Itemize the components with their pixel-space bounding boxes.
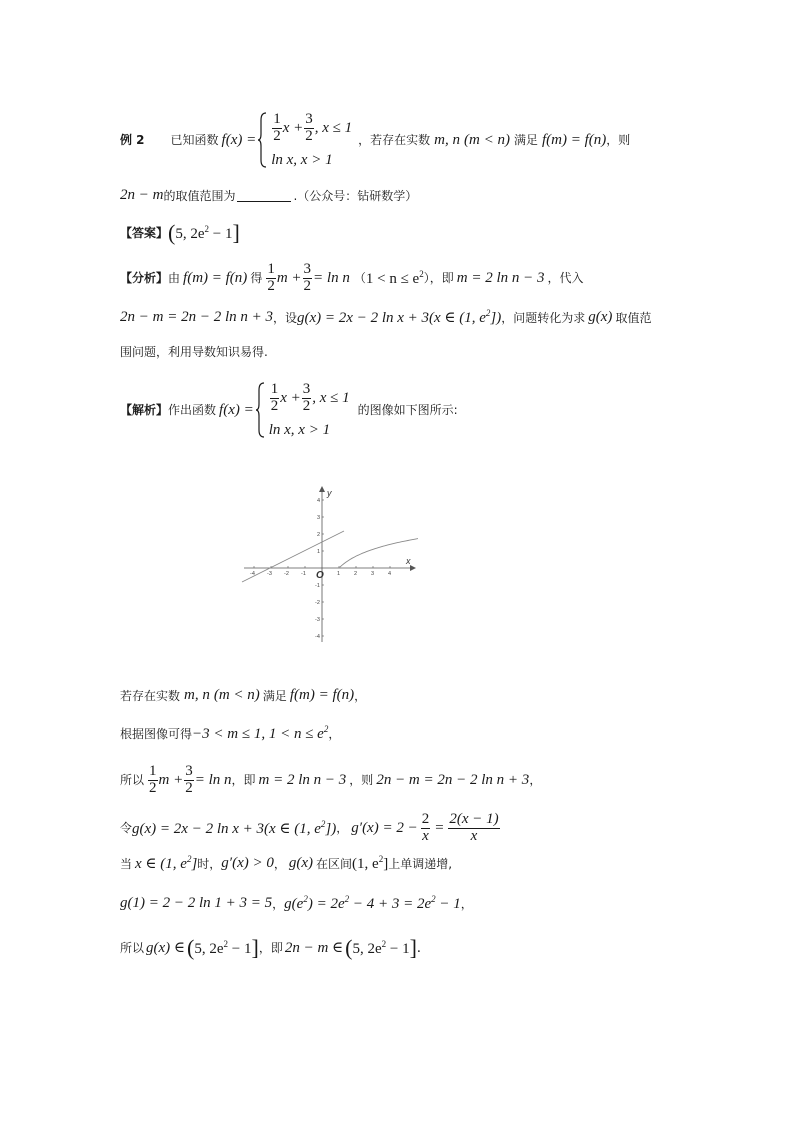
s7-e2: 2n − m ∈ <box>284 939 344 956</box>
answer-value-tail: − 1 <box>209 225 233 242</box>
y-axis-arrow <box>319 486 325 492</box>
analysis-l2-e2-sup: 2 <box>485 308 491 318</box>
s1-e1: m, n <box>184 687 210 703</box>
s3-t1: 所以 <box>120 773 145 788</box>
answer-line <box>120 222 240 244</box>
case1-x: x + <box>280 389 301 406</box>
analysis-e5: m = 2 ln n − 3 <box>456 269 545 286</box>
s5-t3: ， <box>273 856 286 871</box>
s5-e3: g(x) <box>288 855 314 871</box>
s4-eq: = <box>434 819 445 836</box>
y-tick-label: 3 <box>317 515 321 521</box>
case1-condition: , x ≤ 1 <box>314 119 353 136</box>
analysis-l2-e1: 2n − m = 2n − 2 ln n + 3 <box>120 309 273 325</box>
s2-e1 <box>192 725 328 742</box>
solution-line-6 <box>120 855 452 872</box>
s7-range-2 <box>352 940 409 957</box>
s4-deriv-expr <box>351 812 500 845</box>
analysis-e2: m + <box>276 269 302 286</box>
s6-e2-main: g(e <box>284 896 304 912</box>
s3-e1: m + <box>158 771 184 788</box>
s2-t1: 根据图像可得 <box>120 726 193 741</box>
solution-line-7 <box>120 895 473 912</box>
frac-num: 1 <box>270 381 279 397</box>
s7-v: 5, 2e <box>194 940 224 957</box>
analysis-l2-e2-tail: ]) <box>490 310 502 326</box>
analysis-e4-main: 1 < n ≤ e <box>365 270 420 287</box>
frac-den: 2 <box>273 127 281 144</box>
open-paren: ( <box>187 935 195 960</box>
close-bracket: ] <box>409 935 417 960</box>
frac-den: 2 <box>305 127 313 144</box>
s3-t3: ，则 <box>349 773 374 788</box>
s7-end: . <box>416 939 421 956</box>
s6-e2-tail: − 1 <box>435 896 461 912</box>
s4-t2: ， <box>336 821 349 836</box>
s7-t1: 所以 <box>120 941 145 955</box>
solution-f-def: f(x) = <box>219 401 254 418</box>
analysis-t3: （ <box>353 271 366 286</box>
piecewise-cases <box>269 382 350 438</box>
analysis-l2-e2 <box>297 309 501 326</box>
case2: ln x, x > 1 <box>271 152 333 168</box>
frac-num: 3 <box>303 261 312 277</box>
analysis-frac-expr <box>265 262 350 295</box>
s3-frac-expr <box>147 764 232 797</box>
analysis-l2-e2-main: g(x) = 2x − 2 ln x + 3(x ∈ (1, e <box>297 310 486 326</box>
frac-den: 2 <box>185 779 193 796</box>
function-graph <box>238 484 418 646</box>
s7-v-tail: − 1 <box>228 940 252 957</box>
x-tick-label: -1 <box>301 571 306 577</box>
s1-e2: (m < n) <box>213 687 260 703</box>
eq-fm-fn: f(m) = f(n) <box>541 131 607 148</box>
s4-e1-tail: ]) <box>325 820 337 837</box>
s3-t4: ， <box>529 773 542 788</box>
frac-num: 1 <box>273 111 281 127</box>
solution-t2: 的图像如下图所示: <box>357 403 458 417</box>
answer-value <box>175 225 232 242</box>
left-brace <box>258 112 267 168</box>
frac-den: 2 <box>303 277 312 294</box>
y-axis-label: y <box>327 488 332 498</box>
s4-e2: g′(x) = 2 − <box>351 819 418 836</box>
s4-e1 <box>132 820 336 837</box>
s7-v2-tail: − 1 <box>386 940 410 957</box>
s6-sup3: 2 <box>431 894 436 904</box>
s1-e3: f(m) = f(n) <box>289 687 355 703</box>
close-bracket: ] <box>251 935 259 960</box>
x-tick-label: 4 <box>388 571 392 577</box>
s4-sup: 2 <box>320 818 326 829</box>
s6-e1: g(1) = 2 − 2 ln 1 + 3 = 5 <box>120 895 273 911</box>
frac-den: 2 <box>267 277 275 294</box>
frac-den: 2 <box>302 397 311 414</box>
case1-condition: , x ≤ 1 <box>312 389 350 406</box>
s7-e1: g(x) ∈ <box>146 939 186 956</box>
s6-t1: ， <box>272 896 285 911</box>
s6-sup2: 2 <box>344 894 350 904</box>
range-text: 的取值范围为 <box>163 188 236 203</box>
axis-ticks <box>250 498 391 640</box>
y-tick-label: 2 <box>317 532 321 538</box>
open-paren: ( <box>345 935 353 960</box>
s7-sup2: 2 <box>381 938 387 949</box>
answer-sup: 2 <box>204 223 210 234</box>
s4-e1-main: g(x) = 2x − 2 ln x + 3(x ∈ (1, e <box>132 820 321 837</box>
s5-t5: 上单调递增, <box>388 856 453 871</box>
solution-line-4 <box>120 764 541 797</box>
case1-x: x + <box>282 119 304 136</box>
x-axis-label: x <box>406 556 411 566</box>
analysis-e1: f(m) = f(n) <box>183 269 248 286</box>
problem-text-3: 满足 <box>513 133 538 147</box>
frac-num: 2(x − 1) <box>449 811 499 827</box>
s7-t2: ，即 <box>258 941 283 955</box>
s7-sup1: 2 <box>223 938 229 949</box>
s3-e4: 2n − m = 2n − 2 ln n + 3 <box>376 771 530 788</box>
s2-sup: 2 <box>323 724 329 734</box>
analysis-e4-sup: 2 <box>419 268 424 279</box>
frac-den: x <box>470 827 478 844</box>
problem-text-4: ，则 <box>606 133 631 147</box>
answer-value-main: 5, 2e <box>175 225 205 242</box>
analysis-label: 【分析】 <box>120 271 169 286</box>
s5-e1 <box>135 855 197 872</box>
s1-t1: 若存在实数 <box>120 688 181 703</box>
x-tick-label: 2 <box>354 571 358 577</box>
s3-e2: = ln n <box>194 771 232 788</box>
problem-tail: .（公众号：钻研数学） <box>293 188 418 203</box>
solution-line-1 <box>120 382 458 438</box>
s6-sup1: 2 <box>303 894 308 904</box>
analysis-t5: ，代入 <box>547 271 584 286</box>
mn-condition: (m < n) <box>464 131 510 148</box>
analysis-line-3 <box>120 346 268 358</box>
x-tick-label: -2 <box>284 571 289 577</box>
mn-vars: m, n <box>434 131 461 148</box>
solution-label: 【解析】 <box>120 403 169 417</box>
frac-num: 1 <box>267 261 275 277</box>
frac-num: 3 <box>185 763 193 779</box>
analysis-t2: 得 <box>250 271 263 286</box>
x-tick-label: -3 <box>267 571 272 577</box>
s5-e1-main: x ∈ (1, e <box>135 856 187 872</box>
analysis-e4 <box>366 270 424 287</box>
frac-num: 2 <box>421 811 430 827</box>
frac-num: 1 <box>149 763 157 779</box>
s5-t4: 在区间 <box>316 856 353 871</box>
y-tick-label: -4 <box>315 634 320 640</box>
x-tick-label: 3 <box>371 571 375 577</box>
s5-t2: 时， <box>197 856 222 871</box>
analysis-l3: 围问题，利用导数知识易得. <box>120 345 268 359</box>
y-tick-label: -2 <box>315 600 320 606</box>
analysis-line-2 <box>120 309 651 326</box>
answer-blank <box>237 189 291 202</box>
analysis-l2-t1: ，设 <box>273 310 298 325</box>
frac-den: 2 <box>270 397 279 414</box>
s2-t2: ， <box>328 726 341 741</box>
s6-e2-mid: ) = 2e <box>307 896 345 912</box>
solution-line-2 <box>120 688 366 703</box>
solution-line-5 <box>120 812 501 845</box>
analysis-l2-e3: g(x) <box>588 309 613 325</box>
analysis-line-1 <box>120 262 584 295</box>
s6-t2: ， <box>460 896 473 911</box>
s3-e3: m = 2 ln n − 3 <box>258 771 347 788</box>
function-name: f(x) = <box>221 131 257 148</box>
s6-e2-mid2: − 4 + 3 = 2e <box>349 896 432 912</box>
s1-t2: 满足 <box>262 688 287 703</box>
s5-t1: 当 <box>120 856 133 871</box>
frac-num: 3 <box>302 381 311 397</box>
solution-line-3 <box>120 725 340 742</box>
solution-line-8 <box>120 937 421 959</box>
s5-sup2: 2 <box>378 854 384 864</box>
s5-e4-tail: ] <box>383 856 389 872</box>
problem-label: 例 2 <box>120 133 145 147</box>
s5-sup1: 2 <box>186 854 192 864</box>
problem-intro: 已知函数 <box>170 133 219 147</box>
origin-label: O <box>316 570 324 581</box>
s2-e1-main: −3 < m ≤ 1, 1 < n ≤ e <box>192 726 324 742</box>
linear-branch <box>242 531 344 582</box>
analysis-l2-t2: ，问题转化为求 <box>501 310 586 325</box>
y-tick-label: -1 <box>315 583 320 589</box>
close-bracket: ] <box>232 220 240 245</box>
solution-t1: 作出函数 <box>168 403 217 417</box>
analysis-t4: ），即 <box>423 271 454 286</box>
s5-e4-main: (1, e <box>352 856 379 872</box>
s5-e1-tail: ] <box>191 856 198 872</box>
analysis-t1: 由 <box>168 271 181 286</box>
s6-e2 <box>284 895 461 912</box>
y-tick-label: 1 <box>317 549 321 555</box>
problem-text-2: ，若存在实数 <box>358 133 431 147</box>
answer-label: 【答案】 <box>120 226 169 240</box>
s7-range <box>194 940 251 957</box>
frac-den: x <box>422 827 429 844</box>
y-tick-label: -3 <box>315 617 320 623</box>
piecewise-cases <box>271 112 352 168</box>
problem-line-1 <box>120 112 630 168</box>
analysis-l2-t3: 取值范 <box>615 310 652 325</box>
case2: ln x, x > 1 <box>268 422 331 438</box>
s7-v2: 5, 2e <box>352 940 382 957</box>
x-tick-label: 1 <box>337 571 341 577</box>
s4-t1: 令 <box>120 821 133 836</box>
analysis-e3: = ln n <box>313 269 350 286</box>
s1-t3: ， <box>354 688 367 703</box>
x-axis-arrow <box>410 565 416 571</box>
frac-num: 3 <box>305 111 313 127</box>
expr-2n-m: 2n − m <box>120 187 164 203</box>
s5-e4 <box>352 855 388 872</box>
problem-line-2 <box>120 188 417 203</box>
y-tick-label: 4 <box>317 498 321 504</box>
frac-den: 2 <box>149 779 157 796</box>
open-paren: ( <box>168 220 176 245</box>
s3-t2: ，即 <box>231 773 256 788</box>
left-brace <box>256 382 265 438</box>
x-tick-label: -4 <box>250 571 255 577</box>
s5-e2: g′(x) > 0 <box>221 855 274 871</box>
